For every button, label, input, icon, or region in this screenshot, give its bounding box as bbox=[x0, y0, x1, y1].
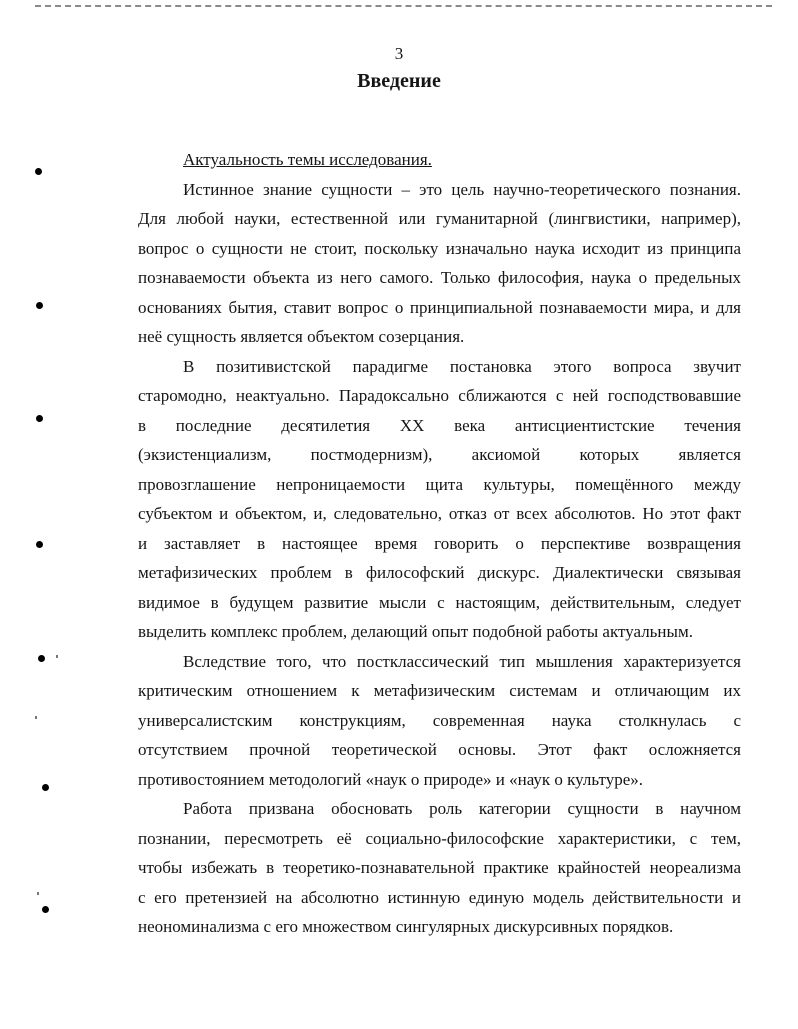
paragraph-line: отсутствием прочной теоретической основы. Этот факт осложняется bbox=[138, 740, 741, 759]
binder-hole-mark bbox=[38, 655, 45, 662]
section-heading: Актуальность темы исследования. bbox=[183, 150, 432, 169]
paragraph-line: метафизических проблем в философский дискурс. Диалектически связывая bbox=[138, 563, 741, 582]
paragraph-line: выделить комплекс проблем, делающий опыт подобной работы актуальным. bbox=[138, 622, 693, 641]
paragraph-line: универсалистским конструкциям, современная наука столкнулась с bbox=[138, 710, 741, 730]
paragraph-line: познаваемости объекта из него самого. Только философия, наука о предельных bbox=[138, 268, 741, 287]
binder-hole-mark bbox=[42, 784, 49, 791]
paragraph-line: Истинное знание сущности – это цель научно-теоретического познания. bbox=[183, 179, 741, 199]
paragraph-line: Работа призвана обосновать роль категории сущности в научном bbox=[183, 799, 741, 818]
scan-speck bbox=[35, 716, 37, 719]
scan-speck bbox=[37, 892, 39, 895]
paragraph-line: и заставляет в настоящее время говорить о перспективе возвращения bbox=[138, 533, 741, 553]
paragraph-line: чтобы избежать в теоретико-познавательной практике крайностей неореализма bbox=[138, 858, 741, 877]
paragraph-line: неё сущность является объектом созерцания. bbox=[138, 327, 465, 346]
paragraph-line: провозглашение непроницаемости щита культуры, помещённого между bbox=[138, 474, 741, 494]
paragraph-line: основаниях бытия, ставит вопрос о принципиальной познаваемости мира, и для bbox=[138, 297, 741, 317]
binder-hole-mark bbox=[36, 415, 43, 422]
paragraph-line: (экзистенциализм, постмодернизм), аксиомой которых является bbox=[138, 445, 741, 464]
paragraph-line: субъектом и объектом, и, следовательно, отказ от всех абсолютов. Но этот факт bbox=[138, 504, 741, 523]
binder-hole-mark bbox=[36, 541, 43, 548]
paragraph-line: вопрос о сущности не стоит, поскольку изначально наука исходит из принципа bbox=[138, 238, 741, 258]
binder-hole-mark bbox=[35, 168, 42, 175]
paragraph-line: неономинализма с его множеством сингулярных дискурсивных порядков. bbox=[138, 917, 674, 936]
paragraph-line: с его претензией на абсолютно истинную единую модель действительности и bbox=[138, 887, 741, 907]
paragraph-line: В позитивистской парадигме постановка этого вопроса звучит bbox=[183, 356, 741, 376]
binder-hole-mark bbox=[42, 906, 49, 913]
paragraph-line: противостоянием методологий «наук о природе» и «наук о культуре». bbox=[138, 769, 644, 789]
scan-speck bbox=[56, 655, 58, 658]
scan-top-edge bbox=[35, 5, 772, 7]
paragraph-line: Для любой науки, естественной или гуманитарной (лингвистики, например), bbox=[138, 209, 741, 228]
paragraph-line: познании, пересмотреть её социально-философские характеристики, с тем, bbox=[138, 828, 741, 848]
page-title: Введение bbox=[357, 70, 441, 92]
paragraph-line: критическим отношением к метафизическим системам и отличающим их bbox=[138, 681, 741, 700]
page-number: 3 bbox=[394, 44, 404, 63]
paragraph-line: в последние десятилетия XX века антисциентистские течения bbox=[138, 415, 741, 435]
paragraph-line: видимое в будущем развитие мысли с настоящим, действительным, следует bbox=[138, 592, 741, 612]
binder-hole-mark bbox=[36, 302, 43, 309]
paragraph-line: старомодно, неактуально. Парадоксально сближаются с ней господствовавшие bbox=[138, 386, 741, 405]
document-body bbox=[138, 145, 741, 942]
paragraph-line: Вследствие того, что постклассический тип мышления характеризуется bbox=[183, 651, 741, 671]
